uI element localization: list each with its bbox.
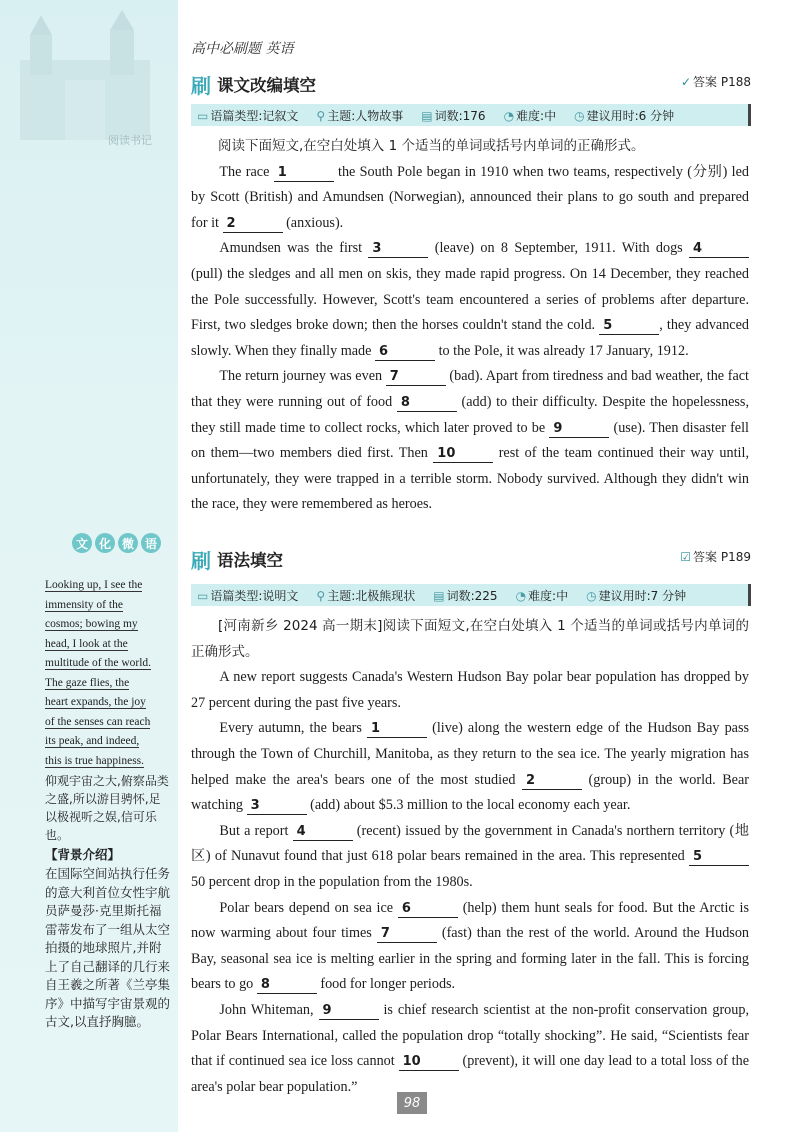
paragraph: John Whiteman, 9 is chief research scientist at the non-profit conservation group, Polar Bears International, called the population drop “totally shocking”. He said, “Scientists fear that if continued sea ice loss cannot 10 (prevent), it will one day lead to a total loss of the area's polar bear population.” bbox=[191, 1001, 750, 1095]
badge-char: 文 bbox=[72, 533, 92, 553]
clock-icon: ◷ bbox=[574, 108, 585, 123]
sidebar-deco-text: 阅读书记 bbox=[108, 134, 152, 147]
culture-quote-badge bbox=[72, 533, 161, 553]
badge-char: 微 bbox=[118, 533, 138, 553]
chinese-quote: 仰观宇宙之大,俯察品类之盛,所以游目骋怀,足以极视听之娱,信可乐也。 bbox=[45, 774, 169, 842]
words-info: ▤ 词数:225 bbox=[433, 588, 498, 603]
blank-input[interactable]: 7 bbox=[386, 369, 446, 386]
blank-input[interactable]: 8 bbox=[397, 395, 457, 412]
badge-char: 化 bbox=[95, 533, 115, 553]
blank-input[interactable]: 4 bbox=[293, 824, 353, 841]
quote-line: heart expands, the joy bbox=[45, 696, 146, 708]
blank-input[interactable]: 2 bbox=[223, 216, 283, 233]
running-head: 高中必刷题 英语 bbox=[191, 41, 294, 57]
blank-input[interactable]: 6 bbox=[398, 901, 458, 918]
blank-input[interactable]: 1 bbox=[274, 165, 334, 182]
blank-input[interactable]: 10 bbox=[433, 446, 493, 463]
passage-1 bbox=[191, 134, 749, 518]
paragraph: The return journey was even 7 (bad). Apart from tiredness and bad weather, the fact that they were running out of food 8 (add) to their difficulty. Despite the hopelessness, they still made time to collect rocks, which later proved to be 9 (use). Then disaster fell on them—two members died first. Then 10 rest of the team continued their way until, unfortunately, they were trapped in a terrible storm. Nobody survived. Although they didn't win the race, they were remembered as heroes. bbox=[191, 368, 749, 513]
info-bar-2 bbox=[191, 584, 751, 606]
info-bar-1 bbox=[191, 104, 751, 126]
paragraph: A new report suggests Canada's Western Hudson Bay polar bear population has dropped by 27 percent during the past five years. bbox=[191, 669, 749, 711]
instruction: 阅读下面短文,在空白处填入 1 个适当的单词或括号内单词的正确形式。 bbox=[218, 138, 645, 154]
section-title: 语法填空 bbox=[217, 551, 283, 570]
search-icon: ⚲ bbox=[316, 588, 326, 603]
blank-input[interactable]: 3 bbox=[368, 241, 428, 258]
answer-reference: ☑ 答案 P189 bbox=[680, 550, 751, 564]
quote-line: Looking up, I see the bbox=[45, 579, 143, 591]
words-info: ▤ 词数:176 bbox=[421, 108, 486, 123]
blank-input[interactable]: 5 bbox=[599, 318, 659, 335]
difficulty-info: ◔ 难度:中 bbox=[515, 588, 569, 603]
brush-icon: 刷 bbox=[191, 549, 211, 573]
background-title: 【背景介绍】 bbox=[45, 847, 121, 862]
quote-line: multitude of the world. bbox=[45, 657, 152, 669]
time-info: ◷ 建议用时:7 分钟 bbox=[586, 588, 687, 603]
checkbox-icon: ☑ bbox=[680, 550, 692, 564]
theme-info: ⚲ 主题:人物故事 bbox=[316, 108, 404, 123]
paragraph: Every autumn, the bears 1 (live) along the western edge of the Hudson Bay pass through the Town of Churchill, Manitoba, as they return to the sea ice. The yearly migration has helped make the area's bears one of the most studied 2 (group) in the world. Bear watching 3 (add) about $5.3 million to the local economy each year. bbox=[191, 720, 750, 814]
sidebar bbox=[0, 0, 178, 1132]
document-icon: ▤ bbox=[433, 588, 445, 603]
book-icon: ▭ bbox=[197, 588, 209, 603]
paragraph: Polar bears depend on sea ice 6 (help) them hunt seals for food. But the Arctic is now warming about four times 7 (fast) than the rest of the world. Around the Hudson Bay, seasonal sea ice is melting earlier in the spring and forming later in the fall. This is forcing bears to go 8 food for longer periods. bbox=[191, 899, 750, 993]
section-header-2 bbox=[191, 545, 751, 571]
blank-input[interactable]: 7 bbox=[377, 926, 437, 943]
quote-line: The gaze flies, the bbox=[45, 676, 130, 689]
blank-input[interactable]: 9 bbox=[319, 1003, 379, 1020]
paragraph: Amundsen was the first 3 (leave) on 8 September, 1911. With dogs 4 (pull) the sledges and all men on skis, they made rapid progress. On 14 December, they reached the Pole successfully. However, Scott's team encountered a series of problems after departure. First, two sledges broke down; then the horses couldn't stand the cold. 5 , they advanced slowly. When they finally made 6 to the Pole, it was already 17 January, 1912. bbox=[191, 240, 749, 359]
document-icon: ▤ bbox=[421, 108, 433, 123]
clock-icon: ◷ bbox=[586, 588, 597, 603]
quote-line: immensity of the bbox=[45, 598, 123, 611]
blank-input[interactable]: 1 bbox=[367, 721, 427, 738]
blank-input[interactable]: 9 bbox=[549, 421, 609, 438]
time-info: ◷ 建议用时:6 分钟 bbox=[574, 108, 675, 123]
section-header-1 bbox=[191, 70, 751, 96]
page-number: 98 bbox=[397, 1092, 427, 1114]
passage-2 bbox=[191, 614, 749, 1100]
english-quote bbox=[45, 576, 169, 771]
quote-line: its peak, and indeed, bbox=[45, 735, 140, 747]
quote-line: of the senses can reach bbox=[45, 715, 151, 728]
section-title: 课文改编填空 bbox=[217, 76, 316, 95]
check-icon: ✓ bbox=[680, 75, 692, 89]
badge-char: 语 bbox=[141, 533, 161, 553]
search-icon: ⚲ bbox=[316, 108, 326, 123]
genre-info: ▭ 语篇类型:说明文 bbox=[197, 588, 299, 603]
blank-input[interactable]: 6 bbox=[375, 344, 435, 361]
blank-input[interactable]: 3 bbox=[247, 798, 307, 815]
blank-input[interactable]: 2 bbox=[522, 773, 582, 790]
genre-info: ▭ 语篇类型:记叙文 bbox=[197, 108, 299, 123]
blank-input[interactable]: 4 bbox=[689, 241, 749, 258]
blank-input[interactable]: 5 bbox=[689, 849, 749, 866]
brush-icon: 刷 bbox=[191, 74, 211, 98]
blank-input[interactable]: 8 bbox=[257, 977, 317, 994]
theme-info: ⚲ 主题:北极熊现状 bbox=[316, 588, 416, 603]
answer-reference: ✓ 答案 P188 bbox=[680, 75, 751, 89]
quote-line: head, I look at the bbox=[45, 637, 128, 650]
gauge-icon: ◔ bbox=[503, 108, 515, 123]
quote-line: cosmos; bowing my bbox=[45, 618, 138, 630]
paragraph: The race 1 the South Pole began in 1910 when two teams, respectively (分别) led by Scott (British) and Amundsen (Norwegian), announced their plans to go south and prepared for it 2 (anxious). bbox=[191, 163, 749, 231]
blank-input[interactable]: 10 bbox=[399, 1054, 459, 1071]
gauge-icon: ◔ bbox=[515, 588, 527, 603]
building-illustration-icon bbox=[10, 10, 160, 140]
difficulty-info: ◔ 难度:中 bbox=[503, 108, 557, 123]
instruction: [河南新乡 2024 高一期末]阅读下面短文,在空白处填入 1 个适当的单词或括号内单词的正确形式。 bbox=[191, 618, 749, 660]
background-text: 在国际空间站执行任务的意大利首位女性宇航员萨曼莎·克里斯托福雷蒂发布了一组从太空拍摄的地球照片,并附上了自己翻译的几行来自王羲之所著《兰亭集序》中描写宇宙景观的古文,以直抒胸臆。 bbox=[45, 866, 171, 1029]
paragraph: But a report 4 (recent) issued by the government in Canada's northern territory (地区) of Nunavut found that just 618 polar bears remained in the area. This represented 5 50 percent drop in the population from the 1980s. bbox=[191, 822, 750, 890]
book-icon: ▭ bbox=[197, 108, 209, 123]
quote-line: this is true happiness. bbox=[45, 754, 145, 767]
